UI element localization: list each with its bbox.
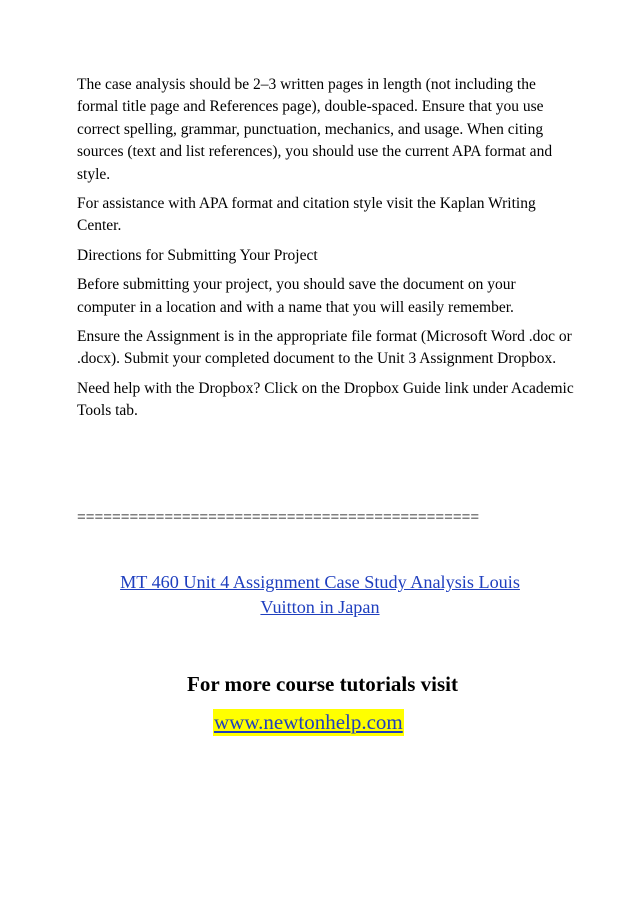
separator-line: ============================================== [77, 509, 480, 526]
paragraph-file-format: Ensure the Assignment is in the appropriate file format (Microsoft Word .doc or .docx). Submit your completed document to the Unit 3 Assignment Dropbox. [77, 328, 572, 368]
paragraph-length-requirements: The case analysis should be 2–3 written pages in length (not including the formal title page and References page), double-spaced. Ensure that you use correct spelling, grammar, punctuation, mechanics, and usage. When citing sources (text and list references), you should use the current APA format and style. [77, 76, 553, 183]
assignment-title-line2[interactable]: Vuitton in Japan [260, 597, 380, 617]
paragraph-dropbox-help: Need help with the Dropbox? Click on the Dropbox Guide link under Academic Tools tab. [77, 379, 574, 420]
paragraph-save-document: Before submitting your project, you should save the document on your computer in a location and with a name that you will easily remember. [77, 276, 516, 316]
assignment-title-line1[interactable]: MT 460 Unit 4 Assignment Case Study Analysis Louis [120, 572, 520, 592]
assignment-title-link[interactable] [80, 570, 560, 620]
paragraph-submission-heading: Directions for Submitting Your Project [77, 246, 318, 264]
body-text [77, 74, 577, 430]
paragraph-apa-assistance: For assistance with APA format and citation style visit the Kaplan Writing Center. [77, 195, 536, 235]
website-link[interactable]: www.newtonhelp.com [214, 710, 403, 734]
promo-heading: For more course tutorials visit [187, 672, 459, 696]
